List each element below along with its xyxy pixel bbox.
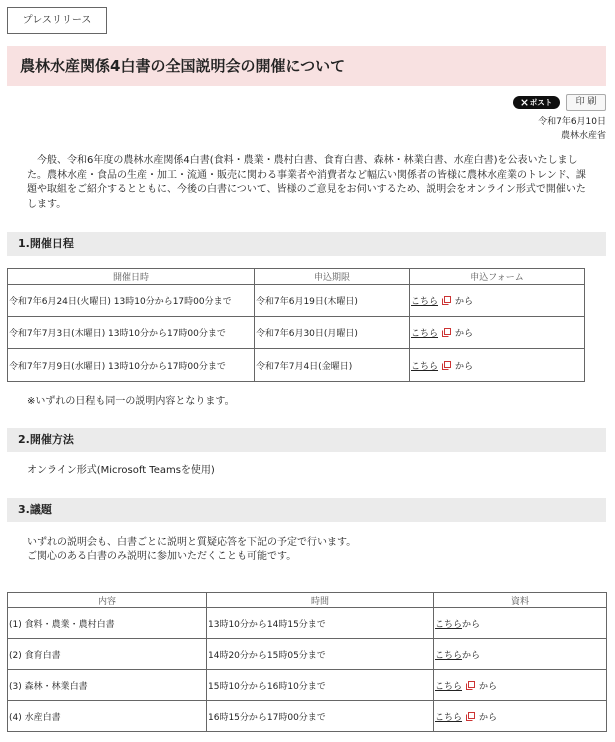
schedule-form-cell	[410, 317, 585, 349]
publisher: 農林水産省	[560, 131, 606, 141]
press-release-badge: プレスリリース	[7, 7, 107, 34]
external-window-icon	[442, 361, 451, 370]
x-logo-icon	[521, 99, 528, 106]
schedule-deadline: 令和7年6月19日(木曜日)	[255, 285, 410, 317]
agenda-topic: (4) 水産白書	[8, 701, 207, 732]
agenda-line: ご関心のある白書のみ説明に参加いただくことも可能です。	[27, 551, 297, 562]
external-window-icon	[442, 328, 451, 337]
intro-paragraph: 今般、令和6年度の農林水産関係4白書(食料・農業・農村白書、食育白書、森林・林業白書、水産白書)を公表いたしました。農林水産・食品の生産・加工・流通・販売に関わる事業者や消費者など幅広い関係者の皆様に農林水産業のトレンド、課題や取組をご紹介するとともに、今後の白書について、皆様のご意見をお伺いするため、説明会をオンライン形式で開催いたします。	[27, 155, 586, 210]
table-row	[8, 608, 607, 639]
external-window-icon	[466, 681, 475, 690]
link-suffix: から	[462, 619, 481, 630]
release-meta	[538, 115, 606, 143]
link-suffix: から	[455, 361, 474, 372]
schedule-deadline: 令和7年6月30日(月曜日)	[255, 317, 410, 349]
materials-link[interactable]: こちら	[435, 650, 463, 661]
schedule-form-cell	[410, 349, 585, 382]
agenda-materials-cell	[434, 639, 607, 670]
col-header-materials: 資料	[434, 593, 607, 608]
schedule-note: ※いずれの日程も同一の説明内容となります。	[27, 396, 235, 407]
application-form-link[interactable]: こちら	[411, 361, 439, 372]
link-suffix: から	[479, 712, 498, 723]
materials-link[interactable]: こちら	[435, 619, 463, 630]
schedule-datetime: 令和7年6月24日(火曜日) 13時10分から17時00分まで	[8, 285, 255, 317]
col-header-form: 申込フォーム	[410, 269, 585, 285]
section-heading-schedule: 1.開催日程	[7, 232, 606, 256]
agenda-topic: (2) 食育白書	[8, 639, 207, 670]
section-heading-agenda: 3.議題	[7, 498, 606, 522]
table-row	[8, 285, 585, 317]
post-to-x-button[interactable]	[513, 96, 560, 109]
col-header-topic: 内容	[8, 593, 207, 608]
link-suffix: から	[479, 681, 498, 692]
schedule-datetime: 令和7年7月9日(水曜日) 13時10分から17時00分まで	[8, 349, 255, 382]
agenda-materials-cell	[434, 670, 607, 701]
agenda-materials-cell	[434, 701, 607, 732]
application-form-link[interactable]: こちら	[411, 297, 439, 307]
table-row	[8, 639, 607, 670]
section-heading-method: 2.開催方法	[7, 428, 606, 452]
table-row	[8, 317, 585, 349]
table-row	[8, 670, 607, 701]
table-row	[8, 349, 585, 382]
agenda-topic: (3) 森林・林業白書	[8, 670, 207, 701]
agenda-description	[27, 536, 356, 564]
col-header-datetime: 開催日時	[8, 269, 255, 285]
link-suffix: から	[455, 297, 474, 307]
external-window-icon	[466, 712, 475, 721]
materials-link[interactable]: こちら	[435, 681, 463, 692]
agenda-materials-cell	[434, 608, 607, 639]
link-suffix: から	[462, 650, 481, 661]
agenda-topic: (1) 食料・農業・農村白書	[8, 608, 207, 639]
schedule-deadline: 令和7年7月4日(金曜日)	[255, 349, 410, 382]
method-text: オンライン形式(Microsoft Teamsを使用)	[27, 465, 215, 476]
agenda-table	[7, 592, 607, 732]
post-button-label: ポスト	[529, 98, 553, 107]
col-header-deadline: 申込期限	[255, 269, 410, 285]
agenda-line: いずれの説明会も、白書ごとに説明と質疑応答を下記の予定で行います。	[27, 537, 357, 548]
col-header-time: 時間	[207, 593, 434, 608]
agenda-time: 16時15分から17時00分まで	[207, 701, 434, 732]
schedule-table	[7, 268, 585, 382]
schedule-form-cell	[410, 285, 585, 317]
agenda-time: 13時10分から14時15分まで	[207, 608, 434, 639]
table-row	[8, 701, 607, 732]
print-button[interactable]: 印 刷	[566, 94, 606, 111]
page-title: 農林水産関係4白書の全国説明会の開催について	[20, 57, 346, 75]
release-date: 令和7年6月10日	[538, 117, 606, 127]
materials-link[interactable]: こちら	[435, 712, 463, 723]
link-suffix: から	[455, 329, 474, 339]
schedule-datetime: 令和7年7月3日(木曜日) 13時10分から17時00分まで	[8, 317, 255, 349]
application-form-link[interactable]: こちら	[411, 329, 439, 339]
external-window-icon	[442, 296, 451, 305]
title-bar	[7, 46, 606, 86]
agenda-time: 15時10分から16時10分まで	[207, 670, 434, 701]
agenda-time: 14時20分から15時05分まで	[207, 639, 434, 670]
